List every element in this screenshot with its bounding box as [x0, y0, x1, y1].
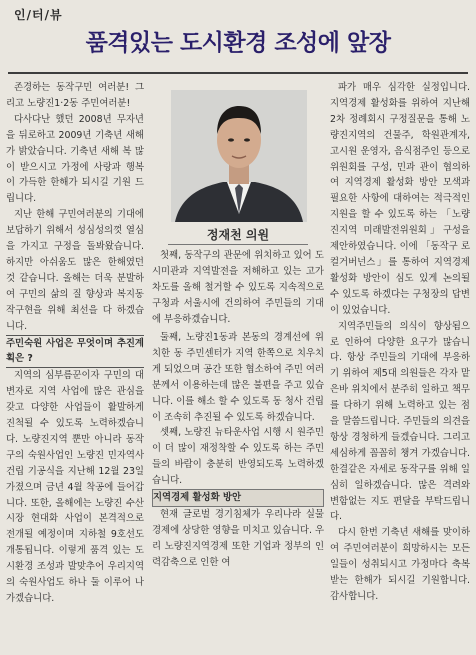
greeting-paragraph: 존경하는 동작구민 여러분! 그리고 노량진1·2동 주민여러분! — [6, 82, 144, 109]
closing-paragraph: 다시 한번 기축년 새해를 맞이하여 주민여러분이 희망하시는 모든 일들이 성취되시고 가정마다 축복받는 한해가 되시길 기원합니다. 감사합니다. — [330, 527, 470, 602]
community-center-paragraph: 둘째, 노량진1동과 본동의 경계선에 위치한 동 주민센터가 지역 한쪽으로 치우치게 되었으며 공간 또한 협소하여 주민 여러분께서 이용하는데 많은 불편을 주고 있습니다. 이를 해소 할 수 있도록 동 청사 건립이 조속히 추진될 수 있도록 하겠습니다. — [152, 332, 324, 423]
overpass-paragraph: 첫째, 동작구의 관문에 위치하고 있어 도시미관과 지역발전을 저해하고 있는 고가차도를 올해 철거할 수 있도록 지속적으로 구청과 서울시에 건의하여 주민들의 기대에 부응하겠습니다. — [152, 250, 324, 325]
economy-paragraph: 현재 글로벌 경기침체가 우리나라 실물경제에 상당한 영향을 미치고 있습니다. 우리 노량진지역경제 또한 기업과 정부의 인력감축으로 인한 여 — [152, 508, 324, 568]
column-3 — [330, 80, 470, 605]
portrait-image — [171, 90, 307, 222]
column-1 — [6, 80, 144, 607]
headline: 품격있는 도시환경 조성에 앞장 — [85, 29, 391, 56]
newtown-paragraph: 셋째, 노량진 뉴타운사업 시행 시 원주민이 더 많이 재정착할 수 있도록 하는 주민들의 바람이 충분히 반영되도록 노력하겠습니다. — [152, 427, 324, 487]
projects-paragraph: 지역의 심부름꾼이자 구민의 대변자로 지역 사업에 많은 관심을 갖고 다양한 사업들이 활발하게 진척될 수 있도록 노력하겠습니다. 노량진지역 뿐만 아니라 동작구의 숙원사업인 노량진 민자역사 건립 기공식을 지난해 12월 23일 가졌으며 금년 4월 착공에 들어갑니다. 또한, 올해에는 노량진 수산시장 현대화 사업이 본격적으로 전개될 예정이며 지하철 9호선도 개통됩니다. 이렇게 품격 있는 도시환경 조성과 발맞추어 우리지역의 숙원사업도 하나 둘 이루어 나가겠습니다. — [6, 370, 144, 604]
column-2 — [152, 330, 324, 571]
reflection-paragraph: 지난 한해 구민여러분의 기대에 보답하기 위해서 성심성의껏 열심을 가지고 구정을 돌봐왔습니다. 하지만 아쉬움도 많은 한해였던 것 같습니다. 올해는 더욱 분발하여 구민의 삶의 질 향상과 복지동작구현을 위해 최선을 다 하겠습니다. — [6, 209, 144, 332]
section-tag: 인/터/뷰 — [14, 8, 63, 22]
caption-divider — [168, 244, 308, 245]
column-2-top — [152, 248, 324, 328]
photo-caption: 정재천 의원 — [206, 228, 270, 242]
new-year-paragraph: 다사다난 했던 2008년 무자년을 뒤로하고 2009년 기축년 새해가 밝았습니다. 기축년 새해 복 많이 받으시고 가정에 사랑과 행복이 가득한 한해가 되시길 기원 드립니다. — [6, 113, 144, 205]
subheading-economy: 지역경제 활성화 방안 — [152, 489, 324, 507]
commitment-paragraph: 지역주민들의 의식이 향상됨으로 인하여 다양한 요구가 많습니다. 항상 주민들의 기대에 부응하기 위하여 제5대 의원들은 각자 맡은바 위치에서 분주히 일하고 책무를 다하기 위해 노력하고 있는 점을 말씀드립니다. 주민들의 의견을 항상 경청하게 들겠습니다. 그리고 세심하게 꼼꼼히 챙겨 가겠습니다. 한결같은 자세로 동작구를 위해 일심히 일하겠습니다. 많은 격려와 변함없는 지도 편달을 부탁드립니다. — [330, 320, 470, 523]
committee-paragraph: 파가 매우 심각한 실정입니다. 지역경제 활성화를 위하여 지난해 2차 정례회시 구정질문을 통해 노량진지역의 건물주, 학원관계자, 고시원 운영자, 음식점주인 등으로 위원회를 구성, 민과 관이 협의하여 지역경제 활성화 방안 모색과 필요한 사항에 대하여는 적극적인 지원을 할 수 있도록 하는 「노량진지역 미래발전위원회」구성을 제안하였습니다. 이에 「동작구 로컬거버넌스」를 통하여 지역경제 활성화 방안이 심도 있게 논의될 수 있도록 하겠다는 구청장의 답변이 있었습니다. — [330, 82, 470, 316]
portrait-photo — [171, 90, 307, 222]
headline-divider — [8, 72, 468, 74]
subheading-projects: 주민숙원 사업은 무엇이며 추진계획은 ? — [6, 335, 144, 369]
